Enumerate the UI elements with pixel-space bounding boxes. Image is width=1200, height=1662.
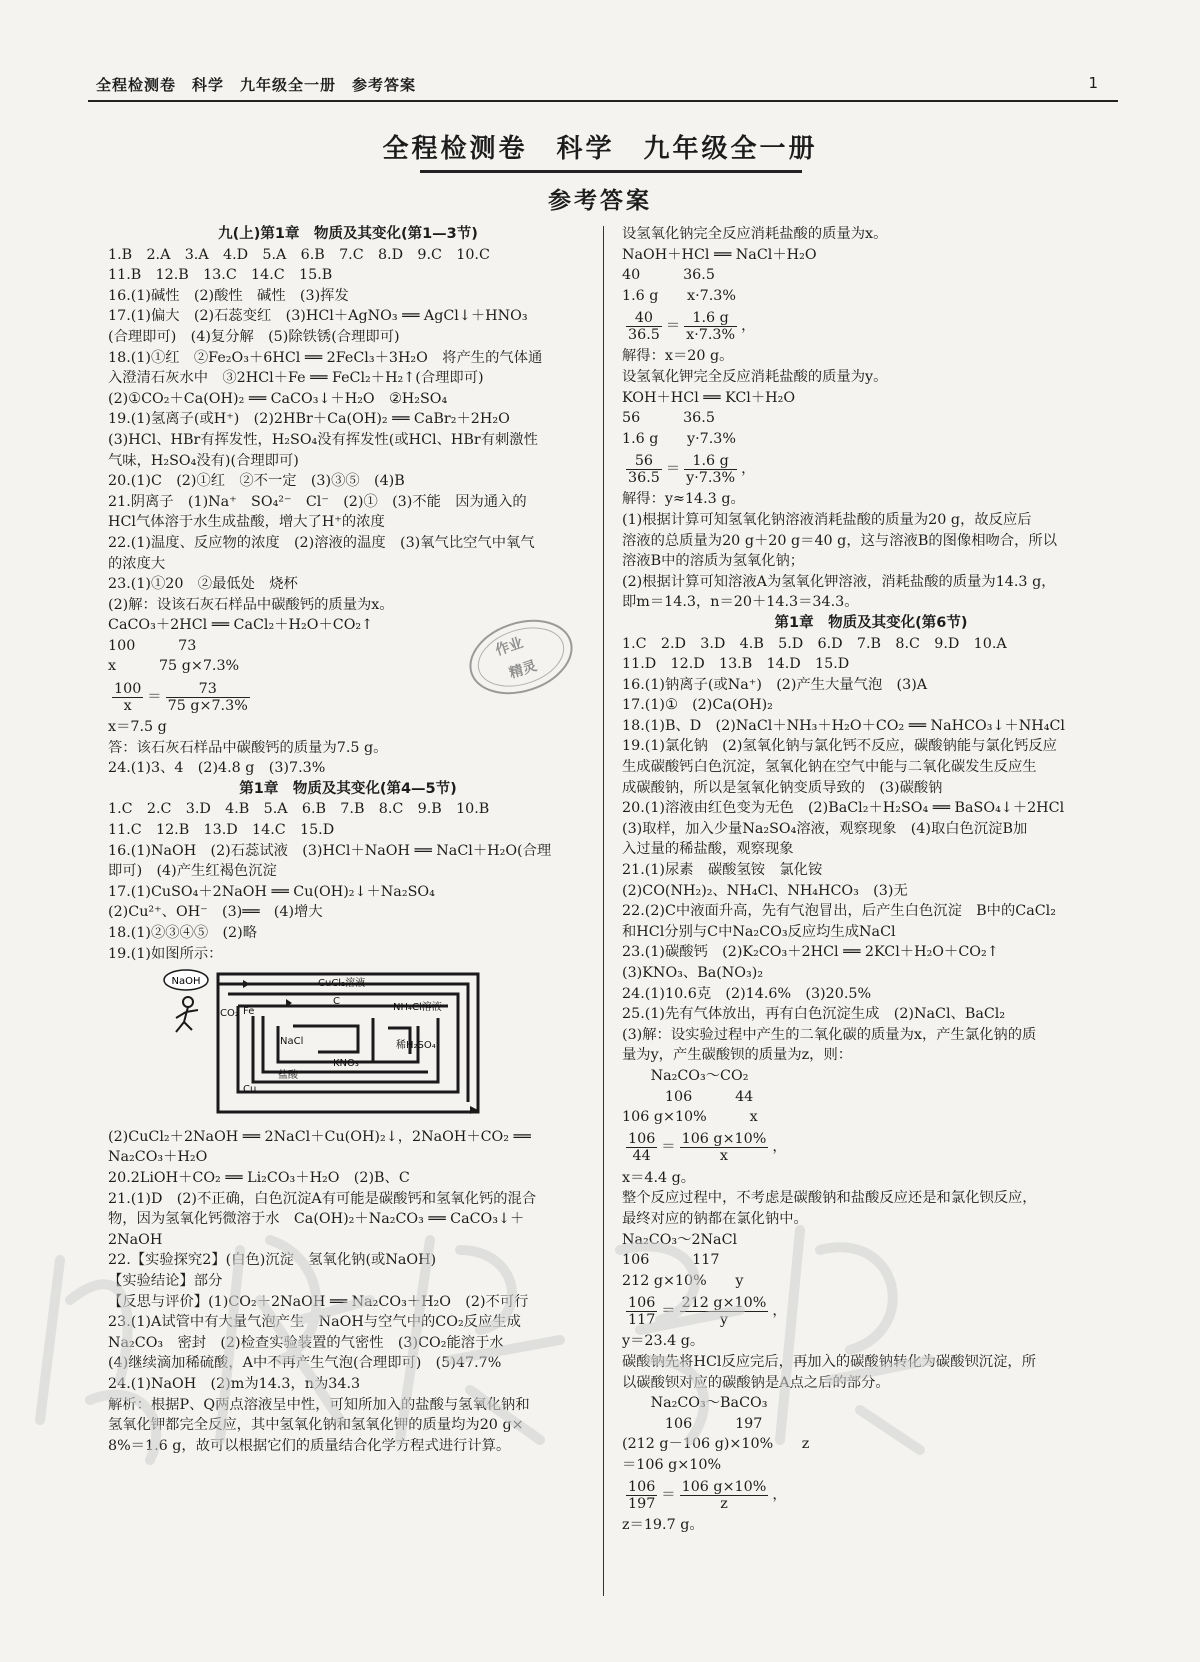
answer-line: 16.(1)NaOH (2)石蕊试液 (3)HCl＋NaOH ══ NaCl＋H₂O(合理 xyxy=(108,842,552,859)
answer-line: 气味，H₂SO₄没有)(合理即可) xyxy=(108,452,299,469)
answer-line: z＝19.7 g。 xyxy=(622,1517,704,1534)
maze-label-co2: CO₂ xyxy=(220,1008,239,1020)
answer-line: Na₂CO₃～CO₂ xyxy=(622,1067,749,1084)
maze-label-fe: Fe xyxy=(243,1006,255,1018)
fraction-equation: $\frac{100}{x}$ ＝ $\frac{73}{75 g\times 7.3\%}$ xyxy=(114,680,248,714)
answer-line: (3)取样，加入少量Na₂SO₄溶液，观察现象 (4)取白色沉淀B加 xyxy=(622,820,1028,837)
answer-line: 20.(1)溶液由红色变为无色 (2)BaCl₂＋H₂SO₄ ══ BaSO₄↓＋2HCl xyxy=(622,800,1065,817)
answer-line: 106 g×10% x xyxy=(622,1109,758,1126)
answer-line: 22.(1)温度、反应物的浓度 (2)溶液的温度 (3)氧气比空气中氧气 xyxy=(108,534,535,551)
answer-line: x 75 g×7.3% xyxy=(108,658,240,675)
answer-line: 106 44 xyxy=(622,1088,754,1105)
answer-line: 溶液的总质量为20 g＋20 g＝40 g，这与溶液B的图像相吻合，所以 xyxy=(622,532,1057,549)
fraction: $\frac{106}{117}$ xyxy=(628,1294,656,1328)
answer-line: 106 197 xyxy=(622,1415,763,1432)
answer-line: 18.(1)B、D (2)NaCl＋NH₃＋H₂O＋CO₂ ══ NaHCO₃↓＋NH₄Cl xyxy=(622,717,1065,734)
right-column xyxy=(622,224,1120,1536)
answer-line: 以碳酸钡对应的碳酸钠是A点之后的部分。 xyxy=(622,1374,890,1391)
answer-line: 1.6 g x·7.3% xyxy=(622,287,736,304)
answer-line: 19.(1)氯化钠 (2)氢氧化钠与氯化钙不反应，碳酸钠能与氯化钙反应 xyxy=(622,738,1057,755)
answer-line: 最终对应的钠都在氯化钠中。 xyxy=(622,1210,808,1227)
answer-line: 17.(1)偏大 (2)石蕊变红 (3)HCl＋AgNO₃ ══ AgCl↓＋HNO₃ xyxy=(108,308,528,325)
fraction-equation: $\frac{106}{117}$ ＝ $\frac{212 g\times 10\%}{y}$ ， xyxy=(628,1294,787,1328)
answer-line: 19.(1)如图所示： xyxy=(108,945,223,962)
answer-line: 212 g×10% y xyxy=(622,1272,744,1289)
answer-line: 11.D 12.D 13.B 14.D 15.D xyxy=(622,656,850,673)
fraction: $\frac{212 g\times 10\%}{y}$ xyxy=(681,1294,767,1328)
answer-line: 21.阴离子 (1)Na⁺ SO₄²⁻ Cl⁻ (2)① (3)不能 因为通入的 xyxy=(108,493,527,510)
answer-line: ＝106 g×10% xyxy=(622,1456,722,1473)
answer-line: (3)KNO₃、Ba(NO₃)₂ xyxy=(622,965,764,981)
maze-label-h2so4: 稀H₂SO₄ xyxy=(396,1040,436,1052)
answer-line: 20.(1)C (2)①红 ②不一定 (3)③⑤ (4)B xyxy=(108,473,405,490)
answer-line: 【反思与评价】(1)CO₂＋2NaOH ══ Na₂CO₃＋H₂O (2)不可行 xyxy=(108,1293,529,1310)
answer-line: 19.(1)氢离子(或H⁺) (2)2HBr＋Ca(OH)₂ ══ CaBr₂＋2H₂O xyxy=(108,411,510,428)
answer-line: Na₂CO₃～BaCO₃ xyxy=(622,1395,768,1412)
answer-line: 解析：根据P、Q两点溶液呈中性，可知所加入的盐酸与氢氧化钠和 xyxy=(108,1396,530,1413)
answer-line: y＝23.4 g。 xyxy=(622,1333,705,1350)
title-rule xyxy=(420,170,802,173)
answer-line: (1)根据计算可知氢氧化钠溶液消耗盐酸的质量为20 g，故反应后 xyxy=(622,511,1032,528)
answer-line: 18.(1)②③④⑤ (2)略 xyxy=(108,925,258,941)
maze-label-cucl2: CuCl₂溶液 xyxy=(318,978,366,990)
answer-line: 解得：y≈14.3 g。 xyxy=(622,491,745,508)
maze-label-nacl: NaCl xyxy=(280,1036,304,1048)
answer-line: 入澄清石灰水中 ③2HCl＋Fe ══ FeCl₂＋H₂↑(合理即可) xyxy=(108,370,484,387)
fraction: $\frac{106}{197}$ xyxy=(628,1478,656,1512)
answer-line: 2NaOH xyxy=(108,1231,163,1248)
page-subtitle: 参考答案 xyxy=(548,188,652,214)
answer-line: 答：该石灰石样品中碳酸钙的质量为7.5 g。 xyxy=(108,739,388,756)
running-head-title: 全程检测卷 科学 九年级全一册 参考答案 xyxy=(96,76,417,94)
maze-label-c: C xyxy=(333,996,340,1008)
answer-line: 24.(1)3、4 (2)4.8 g (3)7.3% xyxy=(108,760,326,777)
answer-line: 16.(1)钠离子(或Na⁺) (2)产生大量气泡 (3)A xyxy=(622,676,928,693)
page-title: 全程检测卷 科学 九年级全一册 xyxy=(382,134,818,164)
answer-line: 1.B 2.A 3.A 4.D 5.A 6.B 7.C 8.D 9.C 10.C xyxy=(108,246,490,263)
answer-line: 23.(1)①20 ②最低处 烧杯 xyxy=(108,576,298,593)
answer-line: 100 73 xyxy=(108,637,197,654)
answer-line: 24.(1)NaOH (2)m为14.3，n为34.3 xyxy=(108,1375,361,1392)
fraction: $\frac{73}{75 g\times 7.3\%}$ xyxy=(167,680,248,714)
fraction: $\frac{1.6 g}{x\cdot 7.3\%}$ xyxy=(686,309,736,343)
answer-line: 20.2LiOH＋CO₂ ══ Li₂CO₃＋H₂O (2)B、C xyxy=(108,1169,410,1186)
answer-line: 25.(1)先有气体放出，再有白色沉淀生成 (2)NaCl、BaCl₂ xyxy=(622,1006,1006,1023)
maze-label-naoh: NaOH xyxy=(171,976,201,988)
answer-line: 溶液B中的溶质为氢氧化钠； xyxy=(622,553,805,570)
answer-line: 17.(1)① (2)Ca(OH)₂ xyxy=(622,697,773,714)
answer-line: 物，因为氢氧化钙微溶于水 Ca(OH)₂＋Na₂CO₃ ══ CaCO₃↓＋ xyxy=(108,1211,525,1228)
answer-line: 56 36.5 xyxy=(622,410,715,427)
answer-line: (212 g－106 g)×10% z xyxy=(622,1436,810,1453)
answer-line: (4)继续滴加稀硫酸，A中不再产生气泡(合理即可) (5)47.7% xyxy=(108,1355,502,1372)
answer-line: KOH＋HCl ══ KCl＋H₂O xyxy=(622,389,796,406)
answer-line: 18.(1)①红 ②Fe₂O₃＋6HCl ══ 2FeCl₃＋3H₂O 将产生的气体通 xyxy=(108,349,543,366)
answer-line: 23.(1)碳酸钙 (2)K₂CO₃＋2HCl ══ 2KCl＋H₂O＋CO₂↑ xyxy=(622,944,999,961)
answer-line: CaCO₃＋2HCl ══ CaCl₂＋H₂O＋CO₂↑ xyxy=(108,617,374,634)
answer-line: 整个反应过程中，不考虑是碳酸钠和盐酸反应还是和氯化钡反应， xyxy=(622,1190,1037,1207)
fraction: $\frac{106 g\times 10\%}{z}$ xyxy=(681,1478,767,1512)
answer-line: 24.(1)10.6克 (2)14.6% (3)20.5% xyxy=(622,985,872,1002)
answer-line: (2)解：设该石灰石样品中碳酸钙的质量为x。 xyxy=(108,596,394,613)
section-heading: 第1章 物质及其变化(第4—5节) xyxy=(239,780,457,797)
answer-line: x＝4.4 g。 xyxy=(622,1169,696,1186)
answer-line: 17.(1)CuSO₄＋2NaOH ══ Cu(OH)₂↓＋Na₂SO₄ xyxy=(108,883,435,900)
answer-line: 量为y，产生碳酸钡的质量为z，则： xyxy=(622,1047,853,1064)
fraction: $\frac{106 g\times 10\%}{x}$ xyxy=(681,1131,767,1165)
answer-line: (2)CO(NH₂)₂、NH₄Cl、NH₄HCO₃ (3)无 xyxy=(622,882,908,899)
answer-line: 碳酸钠先将HCl反应完后，再加入的碳酸钠转化为碳酸钡沉淀，所 xyxy=(622,1353,1036,1370)
answer-line: 成碳酸钠，所以是氢氧化钠变质导致的 (3)碳酸钠 xyxy=(622,779,943,796)
fraction: $\frac{100}{x}$ xyxy=(114,680,142,714)
answer-line: 即m＝14.3，n＝20＋14.3＝34.3。 xyxy=(622,594,859,611)
fraction-equation: $\frac{56}{36.5}$ ＝ $\frac{1.6 g}{y\cdot 7.3\%}$ ， xyxy=(628,452,756,486)
answer-line: 21.(1)尿素 碳酸氢铵 氯化铵 xyxy=(622,862,823,879)
answer-line: x＝7.5 g xyxy=(108,719,167,736)
answer-line: 21.(1)D (2)不正确，白色沉淀A有可能是碳酸钙和氢氧化钙的混合 xyxy=(108,1190,537,1207)
answer-line: 23.(1)A试管中有大量气泡产生 NaOH与空气中的CO₂反应生成 xyxy=(108,1314,521,1331)
answer-line: Na₂CO₃＋H₂O xyxy=(108,1149,208,1166)
section-heading: 九(上)第1章 物质及其变化(第1—3节) xyxy=(218,226,478,242)
answer-line: 106 117 xyxy=(622,1252,720,1269)
answer-line: (3)HCl、HBr有挥发性，H₂SO₄没有挥发性(或HCl、HBr有刺激性 xyxy=(108,431,538,448)
section-heading: 第1章 物质及其变化(第6节) xyxy=(774,614,968,631)
answer-line: 解得：x＝20 g。 xyxy=(622,348,734,365)
fraction: $\frac{106}{44}$ xyxy=(628,1131,656,1165)
maze-label-cu: Cu xyxy=(243,1084,257,1096)
answer-line: HCl气体溶于水生成盐酸，增大了H⁺的浓度 xyxy=(108,514,385,531)
answer-line: 和HCl分别与C中Na₂CO₃反应均生成NaCl xyxy=(622,923,896,940)
answer-line: 22.(2)C中液面升高，先有气泡冒出，后产生白色沉淀 B中的CaCl₂ xyxy=(622,903,1056,920)
fraction-equation: $\frac{106}{197}$ ＝ $\frac{106 g\times 10\%}{z}$ ， xyxy=(628,1478,787,1512)
svg-text:作业: 作业 xyxy=(493,635,526,660)
answer-line: (2)CuCl₂＋2NaOH ══ 2NaCl＋Cu(OH)₂↓，2NaOH＋CO₂ ══ xyxy=(108,1128,531,1145)
page-number: 1 xyxy=(1088,74,1098,92)
answer-line: 40 36.5 xyxy=(622,267,715,284)
fraction: $\frac{40}{36.5}$ xyxy=(628,309,660,343)
maze-label-kno3: KNO₃ xyxy=(333,1058,359,1070)
answer-line: (2)根据计算可知溶液A为氢氧化钾溶液，消耗盐酸的质量为14.3 g， xyxy=(622,573,1056,590)
answer-line: 入过量的稀盐酸，观察现象 xyxy=(622,841,794,858)
answer-line: (合理即可) (4)复分解 (5)除铁锈(合理即可) xyxy=(108,328,400,345)
answer-line: 11.C 12.B 13.D 14.C 15.D xyxy=(108,822,335,839)
answer-line: Na₂CO₃ 密封 (2)检查实验装置的气密性 (3)CO₂能溶于水 xyxy=(108,1334,504,1351)
fraction: $\frac{56}{36.5}$ xyxy=(628,452,660,486)
answer-line: 22.【实验探究2】(白色)沉淀 氢氧化钠(或NaOH) xyxy=(108,1252,437,1269)
answer-line: 即可) (4)产生红褐色沉淀 xyxy=(108,863,277,880)
answer-line: 的浓度大 xyxy=(108,555,166,572)
answer-line: 氢氧化钾都完全反应，其中氢氧化钠和氢氧化钾的质量均为20 g× xyxy=(108,1417,524,1434)
answer-line: 设氢氧化钾完全反应消耗盐酸的质量为y。 xyxy=(622,368,888,385)
fraction: $\frac{1.6 g}{y\cdot 7.3\%}$ xyxy=(686,452,736,486)
answer-line: 16.(1)碱性 (2)酸性 碱性 (3)挥发 xyxy=(108,287,349,304)
stamp-logo xyxy=(465,618,577,696)
answer-line: (3)解：设实验过程中产生的二氧化碳的质量为x，产生氯化钠的质 xyxy=(622,1026,1037,1043)
answer-line: 设氢氧化钠完全反应消耗盐酸的质量为x。 xyxy=(622,226,888,242)
fraction-equation: $\frac{106}{44}$ ＝ $\frac{106 g\times 10\%}{x}$ ， xyxy=(628,1131,787,1165)
answer-line: (2)Cu²⁺、OH⁻ (3)══ (4)增大 xyxy=(108,904,323,921)
svg-text:精灵: 精灵 xyxy=(507,658,539,682)
fraction-equation: $\frac{40}{36.5}$ ＝ $\frac{1.6 g}{x\cdot 7.3\%}$ ， xyxy=(628,309,756,343)
answer-line: 8%＝1.6 g，故可以根据它们的质量结合化学方程式进行计算。 xyxy=(108,1437,511,1454)
answer-line: 生成碳酸钙白色沉淀，氢氧化钠在空气中能与二氧化碳发生反应生 xyxy=(622,759,1037,776)
running-head xyxy=(88,74,1118,102)
left-column xyxy=(108,224,588,1456)
answer-line: 1.C 2.D 3.D 4.B 5.D 6.D 7.B 8.C 9.D 10.A xyxy=(622,635,1007,652)
maze-label-hcl: 盐酸 xyxy=(278,1070,298,1082)
maze-label-nh4cl: NH₄Cl溶液 xyxy=(393,1002,442,1014)
answer-line: 【实验结论】部分 xyxy=(108,1272,223,1289)
answer-line: 11.B 12.B 13.C 14.C 15.B xyxy=(108,267,333,284)
column-divider xyxy=(603,226,604,1596)
answer-line: 1.6 g y·7.3% xyxy=(622,430,736,447)
answer-line: (2)①CO₂＋Ca(OH)₂ ══ CaCO₃↓＋H₂O ②H₂SO₄ xyxy=(108,390,448,407)
maze-diagram xyxy=(158,966,488,1116)
answer-line: Na₂CO₃～2NaCl xyxy=(622,1231,738,1248)
answer-line: NaOH＋HCl ══ NaCl＋H₂O xyxy=(622,246,817,263)
answer-line: 1.C 2.C 3.D 4.B 5.A 6.B 7.B 8.C 9.B 10.B xyxy=(108,801,490,818)
